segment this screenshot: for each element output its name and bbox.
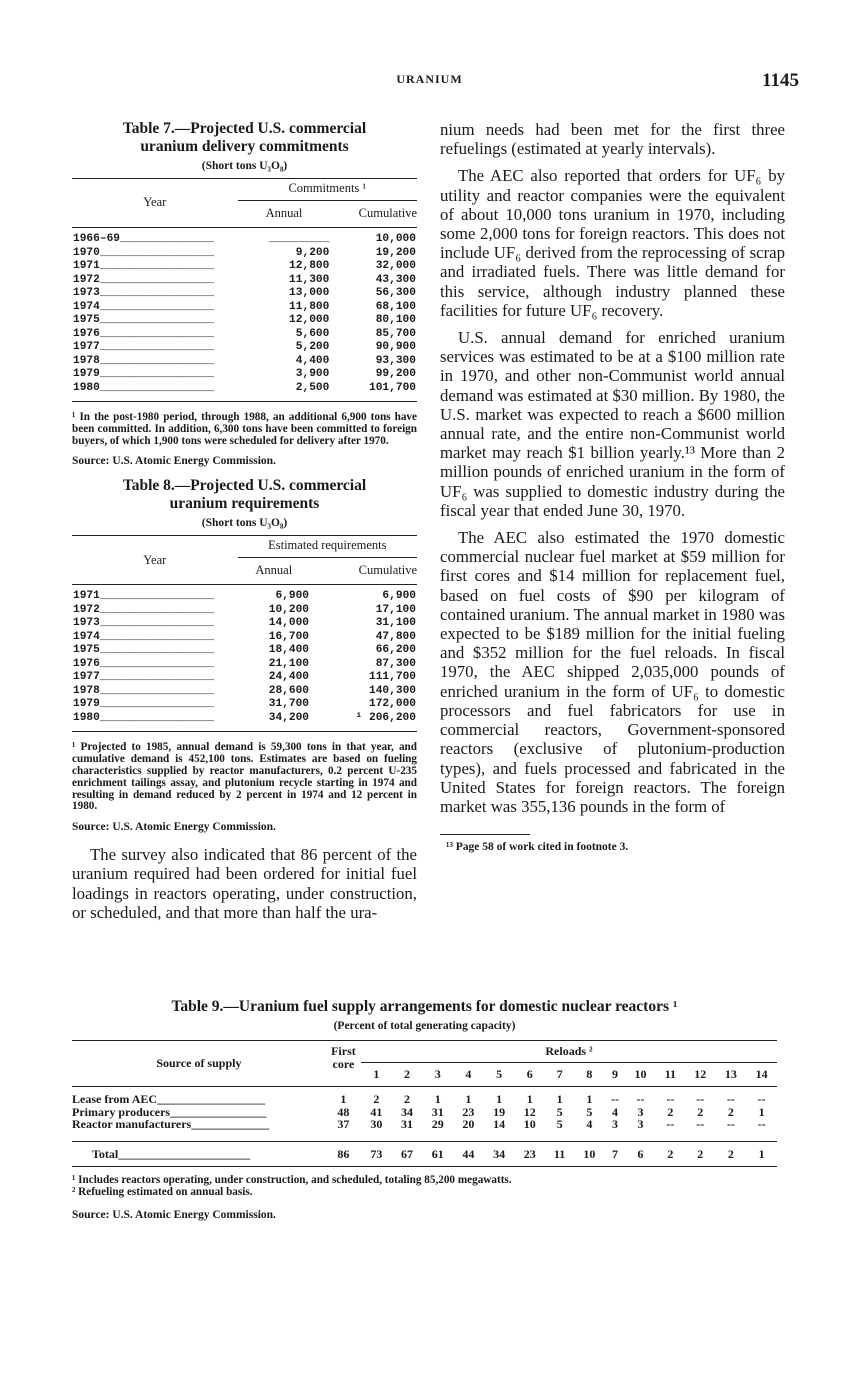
table7-group-header: Commitments ¹ (238, 179, 417, 201)
table-row (72, 617, 417, 631)
page-number: 1145 (762, 70, 799, 91)
table-row (72, 698, 417, 712)
row-cumulative: 6,900 (382, 590, 416, 603)
row-reload-value: 3 (637, 1104, 644, 1119)
table-row (72, 247, 417, 261)
row-year: 1973_________________ (73, 617, 214, 630)
row-annual: 2,500 (295, 381, 330, 394)
row-reload-value: 29 (431, 1117, 444, 1131)
table8-year-header: Year (143, 552, 167, 567)
table8 (72, 535, 417, 725)
row-annual: 5,600 (295, 327, 330, 340)
reload-number-header: 10 (634, 1066, 647, 1081)
row-year: 1978_________________ (73, 684, 214, 697)
table7-year-header: Year (143, 195, 167, 210)
table-row (72, 604, 417, 618)
total-reload-value: 44 (462, 1146, 475, 1161)
row-reload-value: -- (696, 1117, 705, 1131)
table-row (72, 1118, 777, 1141)
total-reload-value: 6 (637, 1146, 644, 1161)
row-cumulative: 32,000 (375, 260, 416, 272)
row-annual: 16,700 (268, 630, 310, 643)
row-reload-value: 2 (667, 1104, 674, 1119)
row-reload-value: -- (757, 1117, 766, 1131)
row-cumulative: 68,100 (375, 300, 416, 313)
row-reload-value: 1 (434, 1092, 441, 1106)
row-year: 1973_________________ (73, 287, 214, 299)
row-reload-value: 23 (462, 1104, 475, 1119)
row-year: 1972_________________ (73, 273, 214, 286)
row-year: 1975_________________ (73, 314, 214, 326)
total-reload-value: 1 (758, 1146, 765, 1161)
row-reload-value: 41 (370, 1104, 383, 1119)
row-annual: _________ (268, 233, 330, 245)
table-row (72, 585, 417, 604)
row-first-core: 1 (340, 1092, 347, 1106)
row-reload-value: 1 (465, 1092, 472, 1106)
row-source: Primary producers________________ (72, 1104, 267, 1119)
total-reload-value: 10 (583, 1146, 596, 1161)
row-annual: 18,400 (268, 644, 310, 657)
row-annual: 31,700 (268, 698, 310, 711)
row-reload-value: 1 (586, 1092, 593, 1106)
row-first-core: 37 (337, 1117, 350, 1131)
row-cumulative: 172,000 (369, 698, 416, 711)
total-reload-value: 23 (523, 1146, 536, 1161)
table-row (72, 355, 417, 369)
row-reload-value: 3 (611, 1117, 618, 1131)
table-row (72, 328, 417, 342)
row-reload-value: -- (757, 1092, 766, 1106)
table-row (72, 685, 417, 699)
table8-cumulative-header: Cumulative (358, 562, 417, 577)
right-column (440, 120, 785, 853)
row-cumulative: 111,700 (369, 671, 416, 684)
total-reload-value: 61 (431, 1146, 444, 1161)
row-reload-value: 1 (556, 1092, 563, 1106)
table8-caption: Table 8.—Projected U.S. commercial uranium requirements (122, 477, 367, 513)
row-annual: 5,200 (295, 341, 330, 353)
row-reload-value: -- (696, 1092, 705, 1106)
row-reload-value: 14 (493, 1117, 506, 1131)
table7-caption: Table 7.—Projected U.S. commercial uranium delivery commitments (122, 120, 367, 155)
reload-number-header: 13 (724, 1066, 737, 1081)
table-row (72, 712, 417, 726)
table8-footnote: ¹ Projected to 1985, annual demand is 59,300 tons in that year, and cumulative demand is 452,100 tons. Estimates are based on fueling characteristics supplied by reactor manufacturers, 0.2 percent U-235 enrichment tailings assay, and plutonium recycle starting in 1974 and resulting in demand reduced by 2 percent in 1974 and 12 percent in 1980. (72, 741, 417, 813)
left-paragraph: The survey also indicated that 86 percent of the uranium required had been ordered for initial fuel loadings in reactors operating, under construction, or scheduled, and that more than half the ura- (72, 845, 417, 922)
table9-source-header: Source of supply (156, 1056, 242, 1071)
left-body-text (72, 845, 417, 922)
row-source: Lease from AEC__________________ (72, 1092, 266, 1106)
row-cumulative: 10,000 (375, 233, 416, 245)
row-annual: 6,900 (275, 590, 310, 603)
row-cumulative: 87,300 (375, 657, 416, 670)
row-reload-value: 2 (404, 1092, 411, 1106)
row-year: 1966–69______________ (73, 233, 214, 245)
row-annual: 11,300 (289, 273, 330, 286)
row-cumulative: 80,100 (375, 314, 416, 326)
left-column (72, 120, 417, 922)
row-reload-value: 1 (758, 1104, 765, 1119)
row-reload-value: -- (666, 1092, 675, 1106)
row-year: 1976_________________ (73, 657, 214, 670)
row-reload-value: 10 (523, 1117, 536, 1131)
row-year: 1980_________________ (73, 711, 214, 724)
row-cumulative: 85,700 (375, 327, 416, 340)
row-year: 1980_________________ (73, 381, 214, 394)
row-reload-value: 20 (462, 1117, 475, 1131)
row-year: 1977_________________ (73, 341, 214, 353)
reload-number-header: 6 (526, 1066, 533, 1081)
row-reload-value: 5 (556, 1104, 563, 1119)
row-cumulative: 90,900 (375, 341, 416, 353)
row-reload-value: 31 (401, 1117, 414, 1131)
row-year: 1977_________________ (73, 671, 214, 684)
running-head: URANIUM (396, 72, 463, 86)
row-reload-value: 19 (493, 1104, 506, 1119)
table-row (72, 260, 417, 274)
row-reload-value: 5 (586, 1104, 593, 1119)
table-row (72, 631, 417, 645)
table-row (72, 341, 417, 355)
table9 (72, 998, 777, 1221)
row-cumulative: 66,200 (375, 644, 416, 657)
row-reload-value: 3 (637, 1117, 644, 1131)
footnote-13: ¹³ Page 58 of work cited in footnote 3. (446, 841, 629, 854)
row-year: 1978_________________ (73, 354, 214, 367)
row-year: 1976_________________ (73, 327, 214, 340)
total-reload-value: 2 (667, 1146, 674, 1161)
reload-number-header: 14 (755, 1066, 768, 1081)
reload-number-header: 2 (404, 1066, 411, 1081)
table-row (72, 671, 417, 685)
row-annual: 21,100 (268, 657, 310, 670)
paragraph-4: The AEC also estimated the 1970 domestic commercial nuclear fuel market at $59 million for first cores and $14 million for replacement fuel, based on fuel costs of $90 per kilogram of contained uranium. The annual market in 1980 was expected to be $189 million for the initial fueling and $352 million for the fuel reloads. In fiscal 1970, the AEC shipped 2,035,000 pounds of enriched uranium in the form of UF₆ to domestic processors and fuel fabricators for use in commercial reactors, Government-sponsored reactors (exclusive of plutonium-production types), and fuels processed and fabricated in the United States for foreign reactors. The foreign market was 355,136 pounds in the form of (440, 528, 785, 816)
table-row (72, 274, 417, 288)
row-annual: 4,400 (295, 354, 330, 367)
row-annual: 12,800 (289, 260, 330, 272)
row-cumulative: 56,300 (375, 287, 416, 299)
footnote-rule (440, 834, 530, 835)
table8-annual-header: Annual (255, 562, 293, 577)
row-year: 1979_________________ (73, 368, 214, 380)
table8-group-header: Estimated requirements (238, 536, 417, 558)
table9-caption: Table 9.—Uranium fuel supply arrangements for domestic nuclear reactors ¹ (171, 998, 678, 1015)
row-annual: 24,400 (268, 671, 310, 684)
table-row (72, 228, 417, 247)
row-cumulative: 99,200 (375, 368, 416, 380)
total-reload-value: 11 (553, 1146, 566, 1161)
row-cumulative: 93,300 (375, 354, 416, 367)
row-first-core: 48 (337, 1104, 350, 1119)
row-cumulative: 47,800 (375, 630, 416, 643)
row-annual: 28,600 (268, 684, 310, 697)
table9-grid (72, 1040, 777, 1167)
table-row (72, 287, 417, 301)
table7 (72, 178, 417, 395)
table7-unit: (Short tons U₃O₈) (201, 160, 288, 172)
row-reload-value: 4 (586, 1117, 593, 1131)
table9-source: Source: U.S. Atomic Energy Commission. (72, 1208, 276, 1221)
table-row (72, 314, 417, 328)
paragraph-3: U.S. annual demand for enriched uranium services was estimated to be at a $100 million rate in 1970, and other non-Communist world annual demand was estimated at $30 million. By 1980, the U.S. market was expected to reach a $600 million annual rate, and the entire non-Communist world market may reach $1 billion yearly.¹³ More than 2 million pounds of enriched uranium in the form of UF₆ was supplied to domestic industry during the fiscal year that ended June 30, 1970. (440, 328, 785, 520)
paragraph-2: The AEC also reported that orders for UF₆ by utility and reactor companies were the equivalent of about 10,000 tons uranium in 1970, including some 2,000 tons for foreign reactors. This does not include UF₆ derived from the reprocessing of scrap and irradiated fuels. There was little demand for this service, although industry planned these facilities for future UF₆ recovery. (440, 166, 785, 320)
row-year: 1979_________________ (73, 698, 214, 711)
row-reload-value: -- (636, 1092, 645, 1106)
row-reload-value: 2 (697, 1104, 704, 1119)
reload-number-header: 3 (434, 1066, 441, 1081)
total-reload-value: 2 (697, 1146, 704, 1161)
table9-footnote-2: ² Refueling estimated on annual basis. (72, 1185, 253, 1198)
table9-firstcore-header: First core (331, 1044, 356, 1071)
row-cumulative: ¹ 206,200 (355, 711, 416, 724)
total-reload-value: 34 (493, 1146, 506, 1161)
total-reload-value: 73 (370, 1146, 383, 1161)
total-reload-value: 7 (611, 1146, 618, 1161)
row-cumulative: 19,200 (375, 246, 416, 259)
table8-unit: (Short tons U₃O₈) (201, 517, 288, 530)
reload-number-header: 11 (664, 1066, 677, 1081)
table-row (72, 658, 417, 672)
reload-number-header: 8 (586, 1066, 593, 1081)
row-reload-value: -- (726, 1117, 735, 1131)
row-year: 1974_________________ (73, 300, 214, 313)
table-row (72, 1087, 777, 1106)
table7-footnote: ¹ In the post-1980 period, through 1988, an additional 6,900 tons have been committed. In addition, 6,300 tons have been committed to foreign buyers, of which 1,900 tons were scheduled for delivery after 1970. (72, 411, 417, 447)
row-annual: 3,900 (295, 368, 330, 380)
row-reload-value: -- (610, 1092, 619, 1106)
row-reload-value: 31 (431, 1104, 444, 1119)
reload-number-header: 7 (556, 1066, 563, 1081)
row-annual: 34,200 (268, 711, 310, 724)
row-year: 1972_________________ (73, 603, 214, 616)
row-annual: 10,200 (268, 603, 310, 616)
table-total-row (72, 1141, 777, 1167)
reload-number-header: 4 (465, 1066, 472, 1081)
table-row (72, 644, 417, 658)
table9-unit: (Percent of total generating capacity) (333, 1020, 516, 1032)
table-row (72, 368, 417, 382)
table-row (72, 382, 417, 396)
total-label: Total______________________ (92, 1146, 251, 1161)
table7-annual-header: Annual (265, 205, 303, 220)
table9-reloads-header: Reloads ² (361, 1041, 777, 1063)
row-annual: 13,000 (289, 287, 330, 299)
row-annual: 9,200 (295, 246, 330, 259)
paragraph-1: nium needs had been met for the first three refuelings (estimated at yearly intervals). (440, 120, 785, 159)
row-reload-value: 4 (611, 1104, 618, 1119)
row-reload-value: 2 (727, 1104, 734, 1119)
row-year: 1971_________________ (73, 260, 214, 272)
row-reload-value: 5 (556, 1117, 563, 1131)
row-annual: 12,000 (289, 314, 330, 326)
reload-number-header: 12 (694, 1066, 707, 1081)
reload-number-header: 5 (496, 1066, 503, 1081)
total-reload-value: 2 (727, 1146, 734, 1161)
total-reload-value: 67 (401, 1146, 414, 1161)
row-cumulative: 140,300 (369, 684, 416, 697)
reload-number-header: 9 (611, 1066, 618, 1081)
table9-footnote-1: ¹ Includes reactors operating, under construction, and scheduled, totaling 85,200 megawatts. (72, 1174, 512, 1186)
table7-source: Source: U.S. Atomic Energy Commission. (72, 455, 276, 468)
row-cumulative: 43,300 (375, 273, 416, 286)
row-reload-value: 34 (401, 1104, 414, 1119)
right-body-text (440, 120, 785, 816)
row-year: 1974_________________ (73, 630, 214, 643)
total-first-core: 86 (337, 1146, 350, 1161)
row-cumulative: 17,100 (375, 603, 416, 616)
row-reload-value: 1 (496, 1092, 503, 1106)
row-reload-value: -- (726, 1092, 735, 1106)
row-reload-value: 30 (370, 1117, 383, 1131)
row-source: Reactor manufacturers_____________ (72, 1117, 270, 1131)
row-reload-value: 2 (373, 1092, 380, 1106)
reload-number-header: 1 (373, 1066, 380, 1081)
row-year: 1975_________________ (73, 644, 214, 657)
row-reload-value: 1 (526, 1092, 533, 1106)
row-year: 1971_________________ (73, 590, 214, 603)
row-year: 1970_________________ (73, 246, 214, 259)
row-cumulative: 31,100 (375, 617, 416, 630)
row-cumulative: 101,700 (369, 381, 416, 394)
row-annual: 14,000 (268, 617, 310, 630)
table7-cumulative-header: Cumulative (358, 205, 417, 220)
table-row (72, 301, 417, 315)
row-reload-value: -- (666, 1117, 675, 1131)
row-reload-value: 12 (523, 1104, 536, 1119)
table8-source: Source: U.S. Atomic Energy Commission. (72, 821, 276, 834)
row-annual: 11,800 (289, 300, 330, 313)
